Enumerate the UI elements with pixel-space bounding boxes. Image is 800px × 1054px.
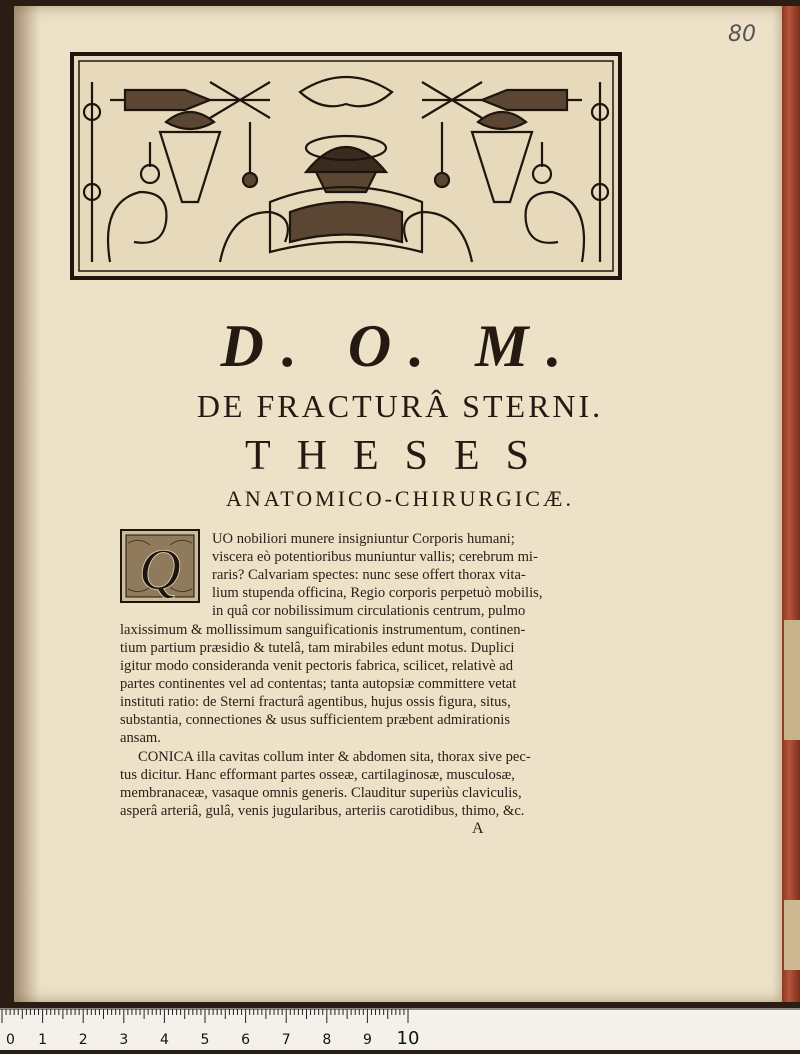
ruler-label: 2 [78,1032,88,1048]
ruler-label: 8 [322,1032,332,1048]
text-line: tium partium præsidio & tutelâ, tam mirabiles edunt motus. Duplici [120,640,515,656]
text-line: igitur modo consideranda venit pectoris fabrica, scilicet, relativè ad [120,658,514,674]
title-subject: DE FRACTURÂ STERNI. [196,388,604,424]
title-theses: THESES [244,433,555,479]
text-line: viscera eò potentioribus muniuntur vallis; cerebrum mi- [212,549,538,565]
ruler-label: 1 [38,1032,48,1048]
ruler-scale [0,1008,800,1050]
text-line: in quâ cor nobilissimum circulationis centrum, pulmo [212,603,526,619]
text-line: ansam. [120,730,161,746]
ruler-label: 6 [241,1032,251,1048]
ruler-label: 4 [159,1032,169,1048]
paper-tab [784,620,800,740]
text-line: lium stupenda officina, Regio corporis perpetuò mobilis, [212,585,543,601]
paper-tab [784,900,800,970]
text-line: UO nobiliori munere insigniuntur Corporis humani; [212,531,515,547]
ruler-label: 10 [396,1028,420,1049]
text-line: asperâ arteriâ, gulâ, venis jugularibus, arteriis carotidibus, thimo, &c. [120,803,525,819]
drop-cap-letter: Q [139,537,181,602]
text-line: membranaceæ, vasaque omnis generis. Clauditur superiùs claviculis, [120,785,522,801]
drop-cap-q [120,529,200,603]
text-line: laxissimum & mollissimum sanguificationis instrumentum, continen- [120,622,526,638]
title-dom: D. O. M. [220,313,580,379]
ruler-label: 3 [119,1032,129,1048]
ruler-label: 9 [362,1032,372,1048]
page-number: 80 [728,22,756,47]
text-line: substantia, connectiones & usus sufficientem præbent admirationis [120,712,511,728]
text-line: CONICA illa cavitas collum inter & abdomen sita, thorax sive pec- [138,749,531,765]
title-kind: ANATOMICO-CHIRURGICÆ. [225,486,574,511]
text-line: instituti ratio: de Sterni fracturâ agentibus, hujus ossis figura, situs, [120,694,511,710]
text-line: tus dicitur. Hanc efformant partes osseæ, cartilaginosæ, musculosæ, [120,767,515,783]
text-line: raris? Calvariam spectes: nunc sese offert thorax vita- [212,567,526,583]
signature-mark: A [472,820,484,837]
ruler-label: 7 [281,1032,291,1048]
ruler-label: 0 [6,1032,15,1048]
ornamental-header-woodcut [70,52,622,280]
drop-cap-frame [120,529,200,603]
text-line: partes continentes vel ad contentas; tanta autopsiæ committere vetat [120,676,517,692]
measurement-ruler [0,1008,800,1050]
ruler-label: 5 [200,1032,210,1048]
